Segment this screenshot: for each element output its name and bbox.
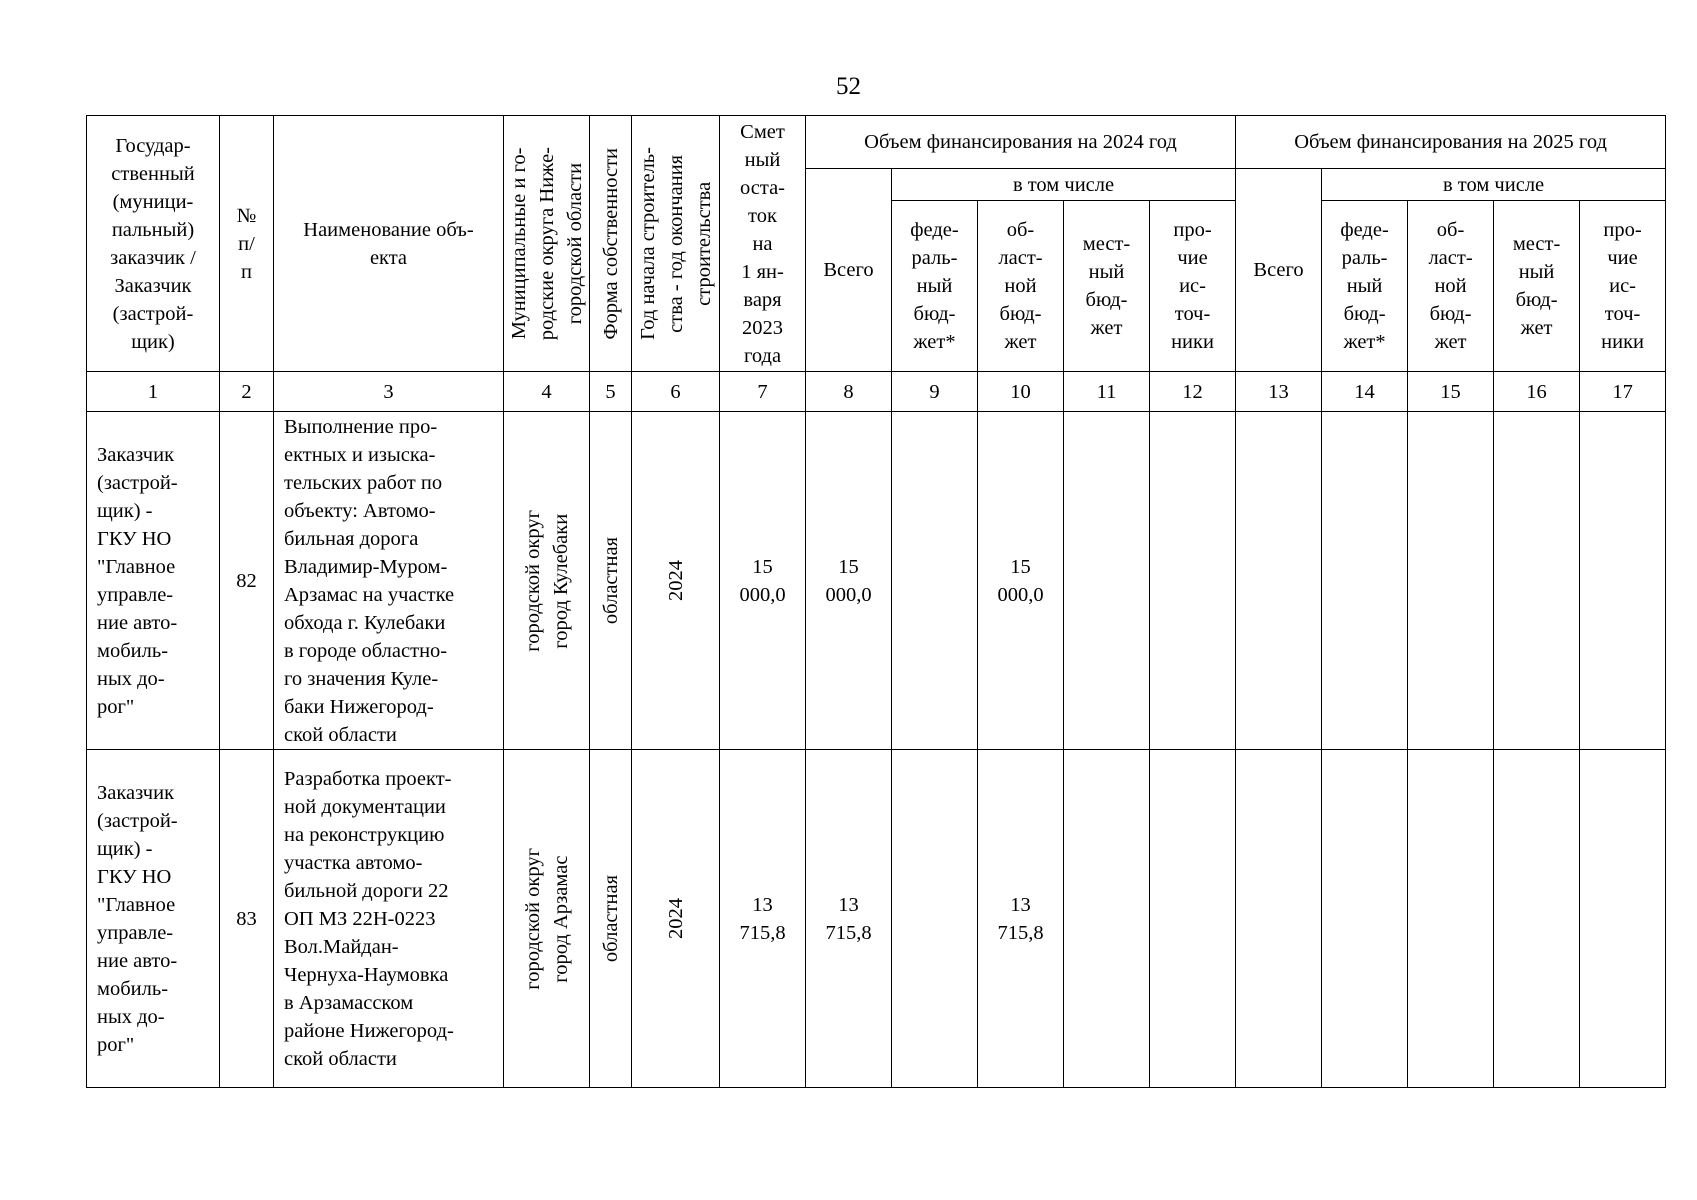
cell-object-name: Выполнение про- ектных и изыска- тельских работ по объекту: Автомо- бильная дорога Владимир-Муром- Арзамас на участке обхода г. Кулебаки в городе областно- го значения Куле- баки Нижегород- ской области bbox=[274, 412, 504, 750]
header-municipal-text: Муниципальные и го- родские округа Ниже- городской области bbox=[507, 146, 586, 341]
cell-local-2025 bbox=[1494, 750, 1580, 1088]
cell-total-2024: 15 000,0 bbox=[806, 412, 892, 750]
column-number: 5 bbox=[590, 372, 632, 412]
header-other-2024: про- чие ис- точ- ники bbox=[1150, 201, 1236, 372]
cell-federal-2025 bbox=[1322, 412, 1408, 750]
page-number: 52 bbox=[836, 73, 861, 100]
header-customer: Государ- ственный (муници- пальный) заказчик / Заказчик (застрой- щик) bbox=[87, 116, 220, 372]
header-years bbox=[632, 116, 720, 372]
cell-local-2024 bbox=[1064, 750, 1150, 1088]
header-federal-2025: феде- раль- ный бюд- жет* bbox=[1322, 201, 1408, 372]
cell-number: 83 bbox=[220, 750, 274, 1088]
column-number: 15 bbox=[1408, 372, 1494, 412]
cell-total-2024: 13 715,8 bbox=[806, 750, 892, 1088]
header-including-2025: в том числе bbox=[1322, 169, 1666, 201]
cell-municipal bbox=[504, 750, 590, 1088]
table-row bbox=[87, 750, 1666, 1088]
column-number: 3 bbox=[274, 372, 504, 412]
header-local-2024: мест- ный бюд- жет bbox=[1064, 201, 1150, 372]
header-other-2025: про- чие ис- точ- ники bbox=[1580, 201, 1666, 372]
cell-total-2025 bbox=[1236, 412, 1322, 750]
header-years-text: Год начала строитель- ства - год окончания строительства bbox=[636, 147, 715, 340]
column-number: 14 bbox=[1322, 372, 1408, 412]
header-total-2025: Всего bbox=[1236, 169, 1322, 372]
column-number: 10 bbox=[978, 372, 1064, 412]
cell-ownership-text: областная bbox=[599, 536, 622, 625]
cell-ownership bbox=[590, 750, 632, 1088]
cell-ownership-text: областная bbox=[599, 874, 622, 963]
cell-total-2025 bbox=[1236, 750, 1322, 1088]
header-federal-2024: феде- раль- ный бюд- жет* bbox=[892, 201, 978, 372]
column-number: 2 bbox=[220, 372, 274, 412]
column-number: 16 bbox=[1494, 372, 1580, 412]
header-object-name: Наименование объ- екта bbox=[274, 116, 504, 372]
header-including-2024: в том числе bbox=[892, 169, 1236, 201]
column-number: 8 bbox=[806, 372, 892, 412]
cell-customer: Заказчик (застрой- щик) - ГКУ НО "Главное управле- ние авто- мобиль- ных до- рог" bbox=[87, 750, 220, 1088]
cell-other-2025 bbox=[1580, 750, 1666, 1088]
cell-local-2024 bbox=[1064, 412, 1150, 750]
header-ownership-text: Форма собственности bbox=[599, 147, 622, 340]
column-number: 12 bbox=[1150, 372, 1236, 412]
cell-federal-2025 bbox=[1322, 750, 1408, 1088]
cell-object-name: Разработка проект- ной документации на реконструкцию участка автомо- бильной дороги 22 ОП МЗ 22Н-0223 Вол.Майдан- Чернуха-Наумовка в Арзамасском районе Нижегород- ской области bbox=[274, 750, 504, 1088]
cell-years-text: 2024 bbox=[664, 898, 687, 939]
cell-other-2024 bbox=[1150, 750, 1236, 1088]
column-number-row bbox=[87, 372, 1666, 412]
column-number: 9 bbox=[892, 372, 978, 412]
header-ownership bbox=[590, 116, 632, 372]
column-number: 7 bbox=[720, 372, 806, 412]
cell-regional-2024: 15 000,0 bbox=[978, 412, 1064, 750]
cell-customer: Заказчик (застрой- щик) - ГКУ НО "Главное управле- ние авто- мобиль- ных до- рог" bbox=[87, 412, 220, 750]
column-number: 11 bbox=[1064, 372, 1150, 412]
header-regional-2025: об- ласт- ной бюд- жет bbox=[1408, 201, 1494, 372]
cell-regional-2024: 13 715,8 bbox=[978, 750, 1064, 1088]
header-financing-2025: Объем финансирования на 2025 год bbox=[1236, 116, 1666, 169]
cell-number: 82 bbox=[220, 412, 274, 750]
header-total-2024: Всего bbox=[806, 169, 892, 372]
cell-municipal bbox=[504, 412, 590, 750]
cell-ownership bbox=[590, 412, 632, 750]
column-number: 13 bbox=[1236, 372, 1322, 412]
cell-regional-2025 bbox=[1408, 750, 1494, 1088]
header-municipal bbox=[504, 116, 590, 372]
column-number: 17 bbox=[1580, 372, 1666, 412]
cell-years bbox=[632, 412, 720, 750]
column-number: 6 bbox=[632, 372, 720, 412]
header-regional-2024: об- ласт- ной бюд- жет bbox=[978, 201, 1064, 372]
header-estimate: Смет ный оста- ток на 1 ян- варя 2023 года bbox=[720, 116, 806, 372]
cell-municipal-text: городской округ город Кулебаки bbox=[521, 509, 572, 652]
investment-program-table bbox=[86, 115, 1666, 1088]
cell-years-text: 2024 bbox=[664, 560, 687, 601]
column-number: 4 bbox=[504, 372, 590, 412]
cell-federal-2024 bbox=[892, 750, 978, 1088]
cell-regional-2025 bbox=[1408, 412, 1494, 750]
cell-other-2025 bbox=[1580, 412, 1666, 750]
cell-other-2024 bbox=[1150, 412, 1236, 750]
cell-estimate: 13 715,8 bbox=[720, 750, 806, 1088]
cell-estimate: 15 000,0 bbox=[720, 412, 806, 750]
cell-local-2025 bbox=[1494, 412, 1580, 750]
column-number: 1 bbox=[87, 372, 220, 412]
header-local-2025: мест- ный бюд- жет bbox=[1494, 201, 1580, 372]
cell-federal-2024 bbox=[892, 412, 978, 750]
header-financing-2024: Объем финансирования на 2024 год bbox=[806, 116, 1236, 169]
table-row bbox=[87, 412, 1666, 750]
cell-years bbox=[632, 750, 720, 1088]
header-number: № п/ п bbox=[220, 116, 274, 372]
cell-municipal-text: городской округ город Арзамас bbox=[521, 847, 572, 990]
